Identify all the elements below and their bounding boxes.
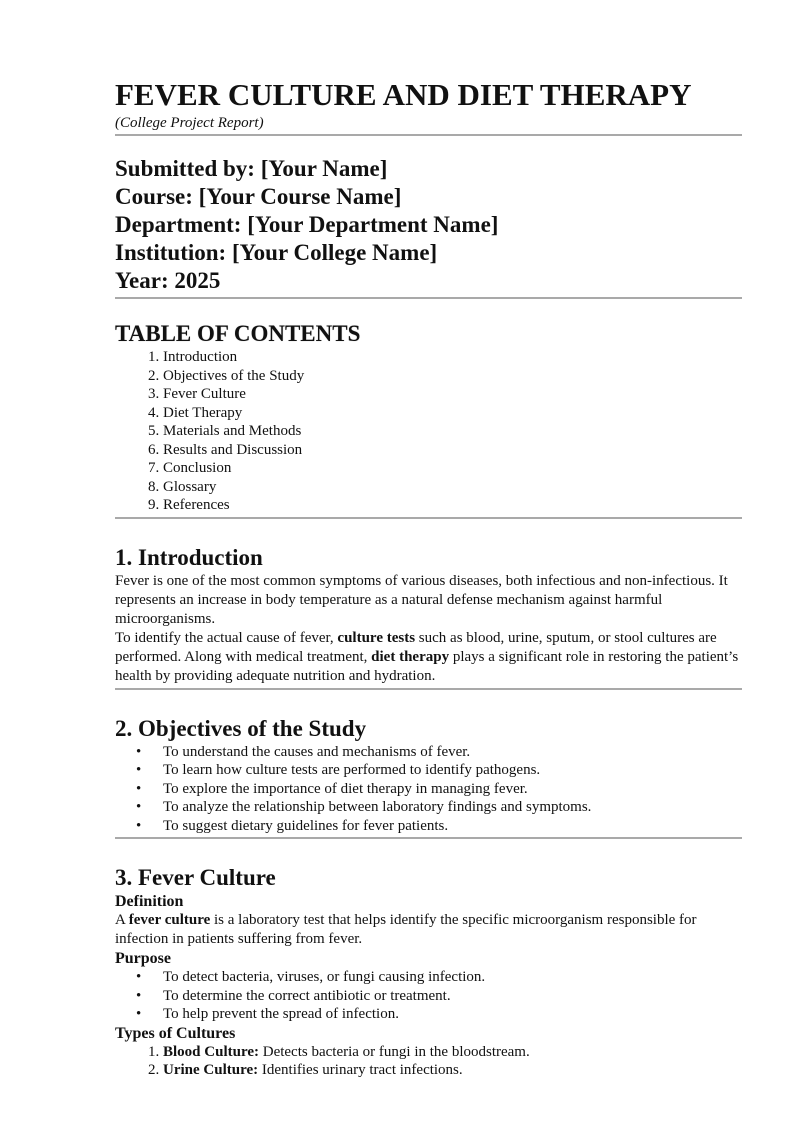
toc-item: 6. Results and Discussion xyxy=(163,441,742,460)
bold-term: culture tests xyxy=(337,629,416,646)
purpose-list xyxy=(115,968,742,1024)
definition-paragraph xyxy=(115,911,742,949)
section-heading-objectives: 2. Objectives of the Study xyxy=(115,715,367,741)
text-run: such as blood, urine, sputum, or stool cultures are performed. Along with medical treatment, xyxy=(115,629,717,665)
toc-item: 9. References xyxy=(163,496,742,515)
objectives-list xyxy=(115,743,742,836)
purpose-item: • To determine the correct antibiotic or treatment. xyxy=(163,987,742,1006)
objective-item: • To learn how culture tests are performed to identify pathogens. xyxy=(163,761,742,780)
divider xyxy=(115,297,742,299)
subheading-definition: Definition xyxy=(115,893,184,910)
objective-item: • To suggest dietary guidelines for fever patients. xyxy=(163,817,742,836)
toc-item: 3. Fever Culture xyxy=(163,385,742,404)
toc-item: 7. Conclusion xyxy=(163,459,742,478)
culture-types-list xyxy=(115,1043,742,1080)
divider xyxy=(115,134,742,136)
culture-type-label: Urine Culture: xyxy=(163,1062,259,1078)
intro-paragraph-1: Fever is one of the most common symptoms of various diseases, both infectious and non-infectious. It represents an increase in body temperature as a natural defense mechanism against harmful microorganisms. xyxy=(115,572,728,627)
section-heading-fever-culture: 3. Fever Culture xyxy=(115,865,276,890)
department: Department: [Your Department Name] xyxy=(115,212,499,237)
objective-item: • To explore the importance of diet therapy in managing fever. xyxy=(163,780,742,799)
subheading-purpose: Purpose xyxy=(115,950,171,967)
objective-item: • To analyze the relationship between laboratory findings and symptoms. xyxy=(163,798,742,817)
text-run: is a laboratory test that helps identify the specific microorganism responsible for infection in patients suffering from fever. xyxy=(115,912,697,947)
toc-item: 2. Objectives of the Study xyxy=(163,367,742,386)
toc-item: 8. Glossary xyxy=(163,478,742,497)
toc-list xyxy=(115,348,742,515)
submission-details xyxy=(115,155,742,295)
toc-item: 5. Materials and Methods xyxy=(163,422,742,441)
subheading-types-of-cultures: Types of Cultures xyxy=(115,1024,236,1042)
text-run: To identify the actual cause of fever, xyxy=(115,629,338,646)
document-subtitle: (College Project Report) xyxy=(115,115,264,131)
divider xyxy=(115,688,742,690)
document-title: FEVER CULTURE AND DIET THERAPY xyxy=(115,77,692,112)
text-run: plays a significant role in restoring the patient’s health by providing adequate nutrition and hydration. xyxy=(115,648,739,684)
bold-term: fever culture xyxy=(128,912,211,928)
toc-item: 4. Diet Therapy xyxy=(163,404,742,423)
culture-type-item xyxy=(163,1043,742,1062)
toc-heading: TABLE OF CONTENTS xyxy=(115,321,361,346)
bold-term: diet therapy xyxy=(371,648,450,665)
culture-type-label: Blood Culture: xyxy=(163,1043,259,1060)
culture-type-text: Detects bacteria or fungi in the bloodstream. xyxy=(258,1043,530,1060)
objective-item: • To understand the causes and mechanisms of fever. xyxy=(163,743,742,762)
institution: Institution: [Your College Name] xyxy=(115,240,438,265)
intro-paragraph-2 xyxy=(115,629,742,686)
toc-item: 1. Introduction xyxy=(163,348,742,367)
text-run: A xyxy=(115,912,129,928)
document-content xyxy=(115,76,742,1080)
year: Year: 2025 xyxy=(115,268,221,293)
section-heading-introduction: 1. Introduction xyxy=(115,544,263,570)
culture-type-item xyxy=(163,1061,742,1080)
course: Course: [Your Course Name] xyxy=(115,184,402,209)
culture-type-text: Identifies urinary tract infections. xyxy=(258,1062,463,1078)
divider xyxy=(115,517,742,519)
purpose-item: • To help prevent the spread of infection. xyxy=(163,1005,742,1024)
submitted-by: Submitted by: [Your Name] xyxy=(115,156,388,181)
divider xyxy=(115,837,742,839)
purpose-item: • To detect bacteria, viruses, or fungi causing infection. xyxy=(163,968,742,987)
